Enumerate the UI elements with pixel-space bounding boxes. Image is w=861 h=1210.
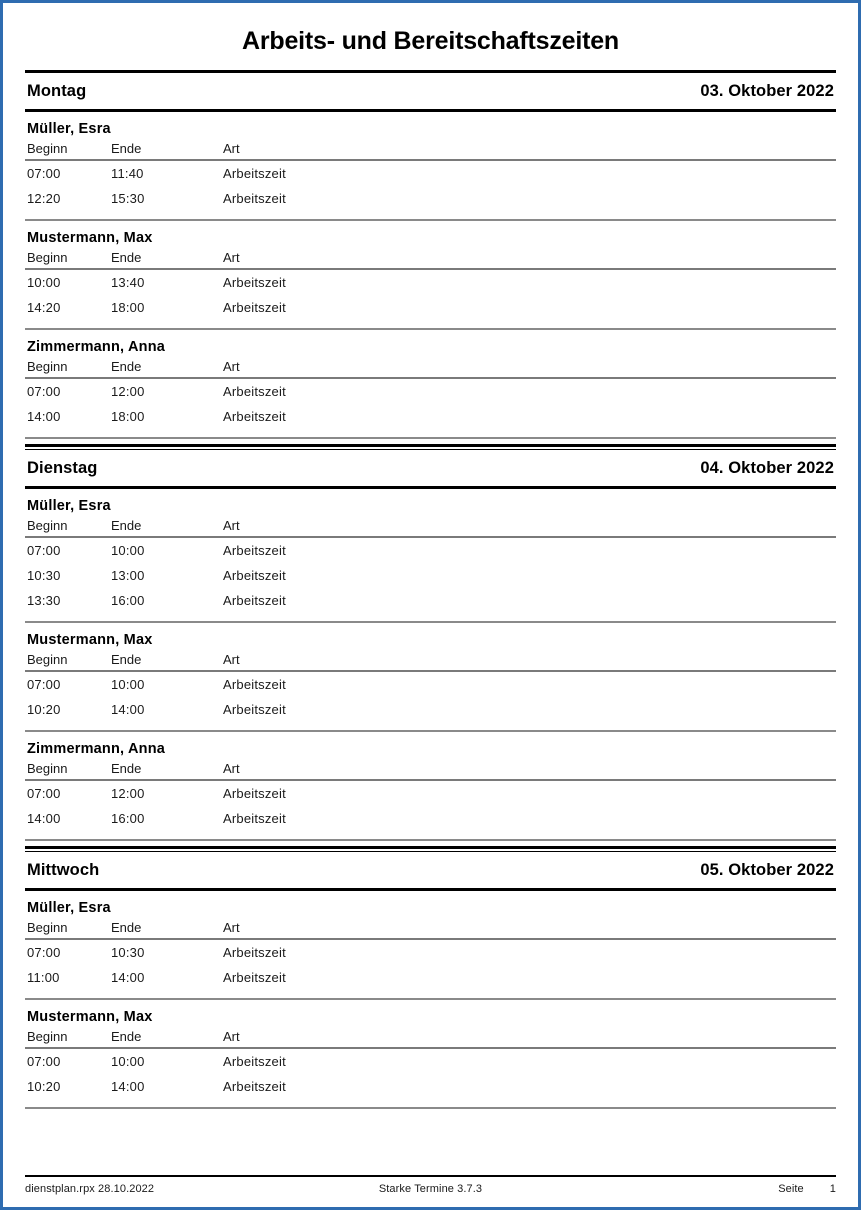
table-row xyxy=(25,806,836,831)
day-section xyxy=(25,846,836,1109)
shift-end-time: 10:00 xyxy=(111,543,145,558)
column-header-art: Art xyxy=(223,518,240,533)
employee-name: Müller, Esra xyxy=(27,121,111,137)
table-header-row xyxy=(25,359,836,378)
shift-type: Arbeitszeit xyxy=(223,300,286,315)
shift-end-time: 12:00 xyxy=(111,786,145,801)
shift-table xyxy=(25,518,836,613)
day-name: Mittwoch xyxy=(27,861,100,879)
shift-end-time: 11:40 xyxy=(111,166,144,181)
shift-end-time: 10:30 xyxy=(111,945,145,960)
employee-name: Mustermann, Max xyxy=(27,230,153,246)
employee-name: Müller, Esra xyxy=(27,900,111,916)
day-section xyxy=(25,444,836,841)
employee-block xyxy=(25,330,836,439)
column-header-beginn: Beginn xyxy=(27,761,68,776)
shift-type: Arbeitszeit xyxy=(223,409,286,424)
employee-block xyxy=(25,623,836,732)
table-row xyxy=(25,588,836,613)
table-header-row xyxy=(25,141,836,160)
employee-block-divider xyxy=(25,437,836,439)
column-header-beginn: Beginn xyxy=(27,518,68,533)
shift-end-time: 16:00 xyxy=(111,811,145,826)
employee-block-divider xyxy=(25,839,836,841)
shift-type: Arbeitszeit xyxy=(223,191,286,206)
shift-type: Arbeitszeit xyxy=(223,384,286,399)
shift-type: Arbeitszeit xyxy=(223,568,286,583)
column-header-art: Art xyxy=(223,250,240,265)
shift-end-time: 14:00 xyxy=(111,702,145,717)
shift-begin-time: 07:00 xyxy=(27,677,61,692)
shift-end-time: 13:40 xyxy=(111,275,145,290)
table-row xyxy=(25,186,836,211)
column-header-art: Art xyxy=(223,359,240,374)
shift-type: Arbeitszeit xyxy=(223,1079,286,1094)
table-row xyxy=(25,1048,836,1074)
footer-source: dienstplan.rpx 28.10.2022 xyxy=(25,1183,155,1195)
shift-table xyxy=(25,359,836,429)
column-header-beginn: Beginn xyxy=(27,141,68,156)
shift-end-time: 14:00 xyxy=(111,1079,145,1094)
table-row xyxy=(25,537,836,563)
shift-type: Arbeitszeit xyxy=(223,593,286,608)
shift-type: Arbeitszeit xyxy=(223,1054,286,1069)
day-date: 04. Oktober 2022 xyxy=(700,459,834,477)
shift-end-time: 16:00 xyxy=(111,593,145,608)
table-row xyxy=(25,404,836,429)
shift-table xyxy=(25,250,836,320)
table-header-row xyxy=(25,761,836,780)
footer-page-label: Seite xyxy=(778,1183,804,1195)
table-header-row xyxy=(25,518,836,537)
employee-block xyxy=(25,112,836,221)
table-row xyxy=(25,697,836,722)
shift-begin-time: 07:00 xyxy=(27,786,61,801)
shift-begin-time: 10:20 xyxy=(27,702,61,717)
table-header-row xyxy=(25,652,836,671)
employee-block xyxy=(25,221,836,330)
table-row xyxy=(25,160,836,186)
table-row xyxy=(25,269,836,295)
day-header xyxy=(25,852,836,888)
column-header-art: Art xyxy=(223,141,240,156)
table-row xyxy=(25,780,836,806)
shift-end-time: 12:00 xyxy=(111,384,145,399)
day-header xyxy=(25,73,836,109)
shift-type: Arbeitszeit xyxy=(223,166,286,181)
table-row xyxy=(25,378,836,404)
column-header-art: Art xyxy=(223,1029,240,1044)
footer-application: Starke Termine 3.7.3 xyxy=(378,1183,483,1195)
day-name: Montag xyxy=(27,82,87,100)
day-section xyxy=(25,73,836,439)
column-header-ende: Ende xyxy=(111,518,142,533)
column-header-beginn: Beginn xyxy=(27,1029,68,1044)
shift-begin-time: 07:00 xyxy=(27,945,61,960)
shift-begin-time: 14:00 xyxy=(27,811,61,826)
column-header-ende: Ende xyxy=(111,920,142,935)
shift-table xyxy=(25,141,836,211)
column-header-ende: Ende xyxy=(111,141,142,156)
shift-end-time: 14:00 xyxy=(111,970,145,985)
page-title: Arbeits- und Bereitschaftszeiten xyxy=(241,27,619,55)
column-header-beginn: Beginn xyxy=(27,920,68,935)
shift-begin-time: 10:30 xyxy=(27,568,61,583)
shift-type: Arbeitszeit xyxy=(223,786,286,801)
employee-name: Mustermann, Max xyxy=(27,1009,153,1025)
employee-block-divider xyxy=(25,1107,836,1109)
table-row xyxy=(25,1074,836,1099)
shift-begin-time: 11:00 xyxy=(27,970,60,985)
column-header-beginn: Beginn xyxy=(27,652,68,667)
shift-begin-time: 07:00 xyxy=(27,384,61,399)
table-row xyxy=(25,671,836,697)
employee-block xyxy=(25,732,836,841)
table-row xyxy=(25,295,836,320)
table-row xyxy=(25,563,836,588)
column-header-art: Art xyxy=(223,652,240,667)
column-header-ende: Ende xyxy=(111,250,142,265)
shift-table xyxy=(25,652,836,722)
footer-page-number: 1 xyxy=(829,1183,836,1195)
employee-block xyxy=(25,1000,836,1109)
employee-name: Müller, Esra xyxy=(27,498,111,514)
shift-type: Arbeitszeit xyxy=(223,543,286,558)
day-date: 05. Oktober 2022 xyxy=(700,861,834,879)
table-row xyxy=(25,939,836,965)
shift-type: Arbeitszeit xyxy=(223,811,286,826)
table-header-row xyxy=(25,250,836,269)
shift-begin-time: 07:00 xyxy=(27,166,61,181)
shift-type: Arbeitszeit xyxy=(223,702,286,717)
day-name: Dienstag xyxy=(27,459,98,477)
day-header xyxy=(25,450,836,486)
employee-block xyxy=(25,891,836,1000)
shift-type: Arbeitszeit xyxy=(223,275,286,290)
table-row xyxy=(25,965,836,990)
shift-end-time: 10:00 xyxy=(111,677,145,692)
shift-begin-time: 14:00 xyxy=(27,409,61,424)
column-header-ende: Ende xyxy=(111,1029,142,1044)
day-date: 03. Oktober 2022 xyxy=(700,82,834,100)
column-header-ende: Ende xyxy=(111,652,142,667)
shift-table xyxy=(25,761,836,831)
shift-type: Arbeitszeit xyxy=(223,945,286,960)
shift-end-time: 18:00 xyxy=(111,300,145,315)
shift-begin-time: 13:30 xyxy=(27,593,61,608)
shift-end-time: 15:30 xyxy=(111,191,145,206)
shift-begin-time: 07:00 xyxy=(27,543,61,558)
employee-name: Zimmermann, Anna xyxy=(27,741,166,757)
shift-begin-time: 12:20 xyxy=(27,191,61,206)
shift-end-time: 18:00 xyxy=(111,409,145,424)
shift-end-time: 10:00 xyxy=(111,1054,145,1069)
column-header-ende: Ende xyxy=(111,761,142,776)
shift-begin-time: 14:20 xyxy=(27,300,61,315)
shift-begin-time: 10:00 xyxy=(27,275,61,290)
column-header-beginn: Beginn xyxy=(27,250,68,265)
shift-begin-time: 07:00 xyxy=(27,1054,61,1069)
shift-end-time: 13:00 xyxy=(111,568,145,583)
table-header-row xyxy=(25,920,836,939)
footer-page-indicator xyxy=(566,1183,836,1195)
column-header-art: Art xyxy=(223,920,240,935)
employee-block xyxy=(25,489,836,623)
shift-type: Arbeitszeit xyxy=(223,677,286,692)
column-header-ende: Ende xyxy=(111,359,142,374)
page-footer xyxy=(25,1175,836,1195)
employee-name: Mustermann, Max xyxy=(27,632,153,648)
shift-begin-time: 10:20 xyxy=(27,1079,61,1094)
shift-type: Arbeitszeit xyxy=(223,970,286,985)
employee-name: Zimmermann, Anna xyxy=(27,339,166,355)
shift-table xyxy=(25,1029,836,1099)
column-header-art: Art xyxy=(223,761,240,776)
day-sections xyxy=(25,73,836,1109)
shift-table xyxy=(25,920,836,990)
column-header-beginn: Beginn xyxy=(27,359,68,374)
table-header-row xyxy=(25,1029,836,1048)
